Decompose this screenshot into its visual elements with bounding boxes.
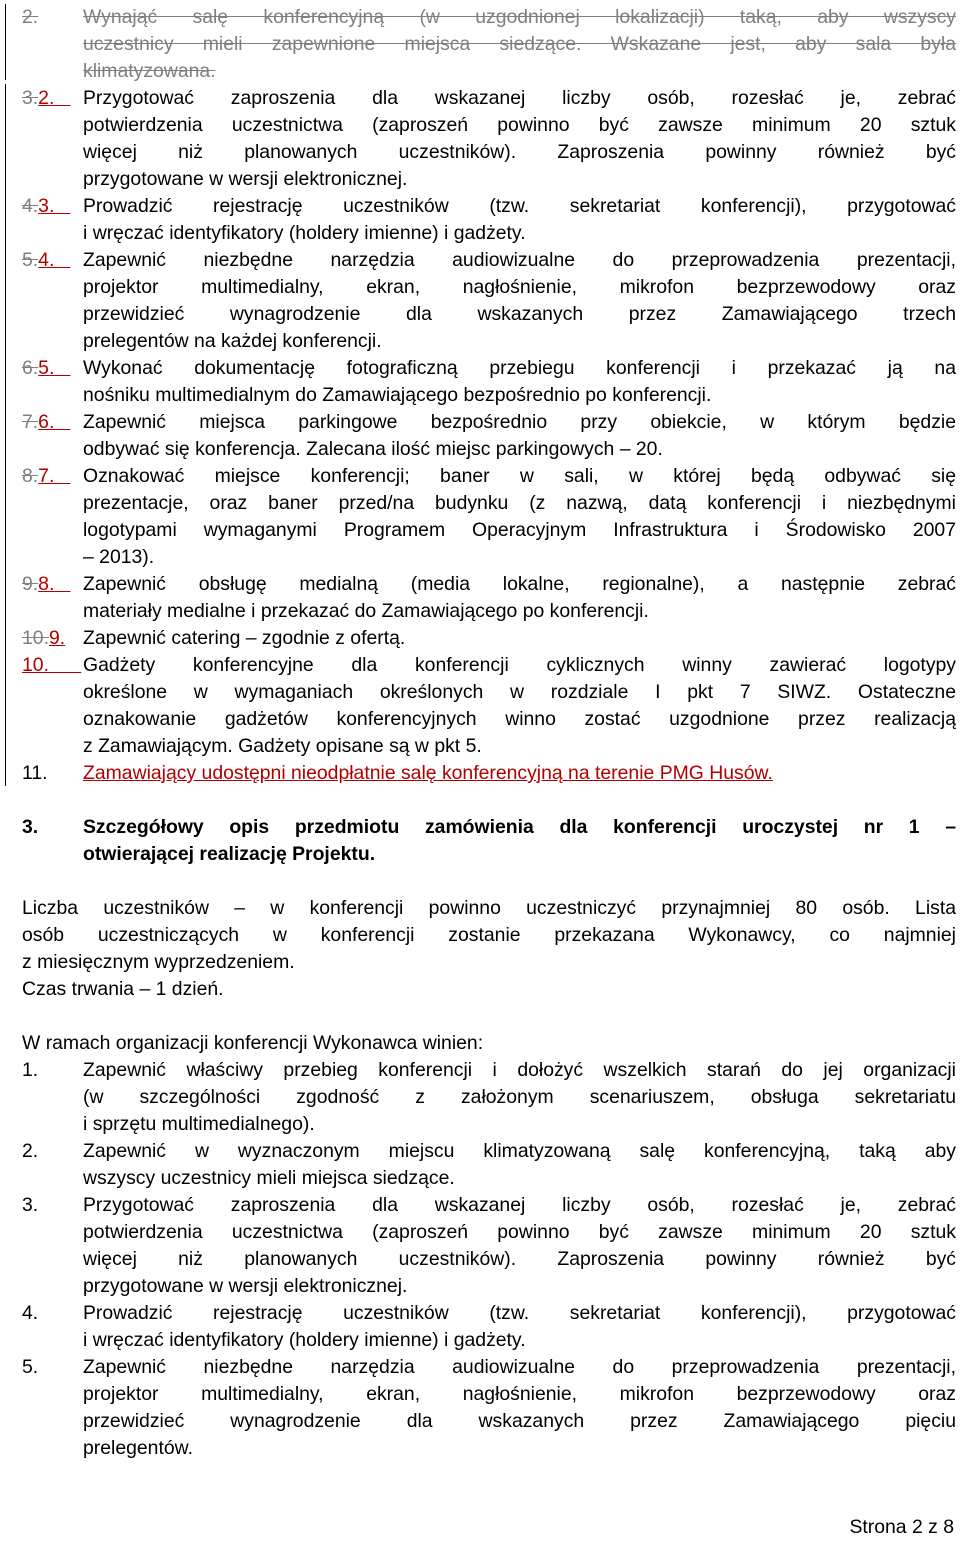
- item-text-line: Gadżety konferencyjne dla konferencji cyklicznych winny zawierać logotypy: [83, 654, 956, 676]
- item-number: [22, 409, 71, 436]
- item-text-line: Prowadzić rejestrację uczestników (tzw. sekretariat konferencji), przygotować: [83, 1302, 956, 1324]
- item-number: [22, 85, 71, 112]
- item-text-line: prezentacje, oraz baner przed/na budynku (z nazwą, datą konferencji i niezbędnymi: [83, 492, 956, 514]
- list-item: [0, 409, 960, 436]
- list-item: [0, 571, 960, 598]
- inserted-number: 7.: [38, 465, 55, 487]
- item-text-line: prelegentów na każdej konferencji.: [83, 330, 382, 352]
- list-item: [0, 652, 960, 679]
- inserted-number: 5.: [38, 357, 55, 379]
- list-item: [0, 247, 960, 274]
- item-text-line: Wykonać dokumentację fotograficzną przebiegu konferencji i przekazać ją na: [83, 357, 956, 379]
- list-item: [0, 193, 960, 220]
- item-text-line: Zapewnić niezbędne narzędzia audiowizualne do przeprowadzenia prezentacji,: [83, 1356, 956, 1378]
- item-number: [22, 463, 71, 490]
- item-text-line: Zamawiający udostępni nieodpłatnie salę konferencyjną na terenie PMG Husów.: [83, 762, 773, 784]
- inserted-number: 3.: [38, 195, 55, 217]
- item-text-line: Prowadzić rejestrację uczestników (tzw. sekretariat konferencji), przygotować: [83, 195, 956, 217]
- item-text-line: i wręczać identyfikatory (holdery imienne) i gadżety.: [83, 1329, 526, 1351]
- item-number: 4.: [22, 1302, 39, 1324]
- list-item: [0, 760, 960, 787]
- item-text-line: przewidzieć wynagrodzenie dla wskazanych przez Zamawiającego trzech: [83, 303, 956, 325]
- inserted-number: 10.: [22, 654, 49, 676]
- list-item: [0, 463, 960, 490]
- deleted-number: 9.: [22, 573, 39, 595]
- inserted-number: 4.: [38, 249, 55, 271]
- item-number: [22, 571, 71, 598]
- item-text-line: projektor multimedialny, ekran, nagłośnienie, mikrofon bezprzewodowy oraz: [83, 1383, 956, 1405]
- paragraph-line: osób uczestniczących w konferencji zostanie przekazana Wykonawcy, co najmniej: [22, 924, 956, 946]
- item-number: 2.: [22, 6, 39, 28]
- item-text-line: oznakowanie gadżetów konferencyjnych winno zostać uzgodnione przez realizacją: [83, 708, 956, 730]
- paragraph-line: z miesięcznym wyprzedzeniem.: [22, 951, 295, 973]
- item-text-line: nośniku multimedialnym do Zamawiającego bezpośrednio po konferencji.: [83, 384, 712, 406]
- item-text-line: i wręczać identyfikatory (holdery imienne) i gadżety.: [83, 222, 526, 244]
- item-text-line: więcej niż planowanych uczestników). Zaproszenia powinny również być: [83, 1248, 956, 1270]
- list-item: [0, 355, 960, 382]
- item-text-line: odbywać się konferencja. Zalecana ilość miejsc parkingowych – 20.: [83, 438, 663, 460]
- item-text-line: z Zamawiającym. Gadżety opisane są w pkt 5.: [83, 735, 482, 757]
- item-text-line: więcej niż planowanych uczestników). Zaproszenia powinny również być: [83, 141, 956, 163]
- deleted-number: 4.: [22, 195, 39, 217]
- item-number: 3.: [22, 1194, 39, 1216]
- item-text-line: Wynająć salę konferencyjną (w uzgodnionej lokalizacji) taką, aby wszyscy: [83, 6, 956, 28]
- item-text-line: potwierdzenia uczestnictwa (zaproszeń powinno być zawsze minimum 20 sztuk: [83, 1221, 956, 1243]
- inserted-number: 9.: [48, 627, 66, 649]
- inserted-number: 2.: [38, 87, 55, 109]
- item-text-line: przygotowane w wersji elektronicznej.: [83, 168, 408, 190]
- item-text-line: prelegentów.: [83, 1437, 193, 1459]
- item-text-line: (w szczególności zgodność z założonym scenariuszem, obsługa sekretariatu: [83, 1086, 956, 1108]
- item-number: 2.: [22, 1140, 39, 1162]
- item-text-line: materiały medialne i przekazać do Zamawiającego po konferencji.: [83, 600, 649, 622]
- item-text-line: projektor multimedialny, ekran, nagłośnienie, mikrofon bezprzewodowy oraz: [83, 276, 956, 298]
- item-text-line: określone w wymaganiach określonych w rozdziale I pkt 7 SIWZ. Ostateczne: [83, 681, 956, 703]
- list-item: [0, 625, 960, 652]
- item-number: 1.: [22, 1059, 39, 1081]
- item-number: [22, 247, 71, 274]
- item-text-line: logotypami wymaganymi Programem Operacyjnym Infrastruktura i Środowisko 2007: [83, 519, 956, 541]
- item-number: 5.: [22, 1356, 39, 1378]
- section-heading-line: Szczegółowy opis przedmiotu zamówienia dla konferencji uroczystej nr 1 –: [83, 816, 956, 838]
- item-number: [22, 625, 65, 652]
- item-text-line: – 2013).: [83, 546, 155, 568]
- item-number: [22, 652, 81, 679]
- inserted-number: 6.: [38, 411, 55, 433]
- inserted-number: 8.: [38, 573, 55, 595]
- duration-text: Czas trwania – 1 dzień.: [22, 978, 224, 1000]
- item-text-line: przygotowane w wersji elektronicznej.: [83, 1275, 408, 1297]
- section-heading-line: otwierającej realizację Projektu.: [83, 843, 376, 865]
- item-number: [22, 193, 71, 220]
- item-text-line: potwierdzenia uczestnictwa (zaproszeń powinno być zawsze minimum 20 sztuk: [83, 114, 956, 136]
- item-text-line: przewidzieć wynagrodzenie dla wskazanych przez Zamawiającego pięciu: [83, 1410, 956, 1432]
- section-number: 3.: [22, 816, 39, 838]
- deleted-number: 5.: [22, 249, 39, 271]
- list-item: [0, 1192, 960, 1219]
- list-item: [0, 1354, 960, 1381]
- item-text-line: wszyscy uczestnicy mieli miejsca siedzące.: [83, 1167, 455, 1189]
- item-text-line: Oznakować miejsce konferencji; baner w sali, w której będą odbywać się: [83, 465, 956, 487]
- item-text-line: Zapewnić właściwy przebieg konferencji i dołożyć wszelkich starań do jej organizacji: [83, 1059, 956, 1081]
- item-text-line: Zapewnić niezbędne narzędzia audiowizualne do przeprowadzenia prezentacji,: [83, 249, 956, 271]
- item-text-line: Przygotować zaproszenia dla wskazanej liczby osób, rozesłać je, zebrać: [83, 87, 956, 109]
- item-text-line: Zapewnić catering – zgodnie z ofertą.: [83, 627, 406, 649]
- item-number: 11.: [22, 762, 48, 784]
- deleted-number: 7.: [22, 411, 39, 433]
- item-text-line: i sprzętu multimedialnego).: [83, 1113, 315, 1135]
- item-text-line: klimatyzowana.: [83, 60, 216, 82]
- section-heading: [0, 814, 960, 841]
- list-item: [0, 4, 960, 31]
- item-text-line: Zapewnić w wyznaczonym miejscu klimatyzowaną salę konferencyjną, taką aby: [83, 1140, 956, 1162]
- list-item: [0, 85, 960, 112]
- deleted-number: 10.: [22, 627, 49, 649]
- page-number: Strona 2 z 8: [849, 1516, 954, 1538]
- item-text-line: uczestnicy mieli zapewnione miejsca siedzące. Wskazane jest, aby sala była: [83, 33, 956, 55]
- item-number: [22, 355, 71, 382]
- list-item: [0, 1057, 960, 1084]
- list-item: [0, 1300, 960, 1327]
- item-text-line: Zapewnić obsługę medialną (media lokalne, regionalne), a następnie zebrać: [83, 573, 956, 595]
- item-text-line: Przygotować zaproszenia dla wskazanej liczby osób, rozesłać je, zebrać: [83, 1194, 956, 1216]
- deleted-number: 3.: [22, 87, 39, 109]
- obligations-intro: W ramach organizacji konferencji Wykonawca winien:: [22, 1032, 484, 1054]
- paragraph: [0, 895, 960, 922]
- paragraph-line: Liczba uczestników – w konferencji powinno uczestniczyć przynajmniej 80 osób. Lista: [22, 897, 956, 919]
- deleted-number: 8.: [22, 465, 39, 487]
- item-text-line: Zapewnić miejsca parkingowe bezpośrednio przy obiekcie, w którym będzie: [83, 411, 956, 433]
- deleted-number: 6.: [22, 357, 39, 379]
- list-item: [0, 1138, 960, 1165]
